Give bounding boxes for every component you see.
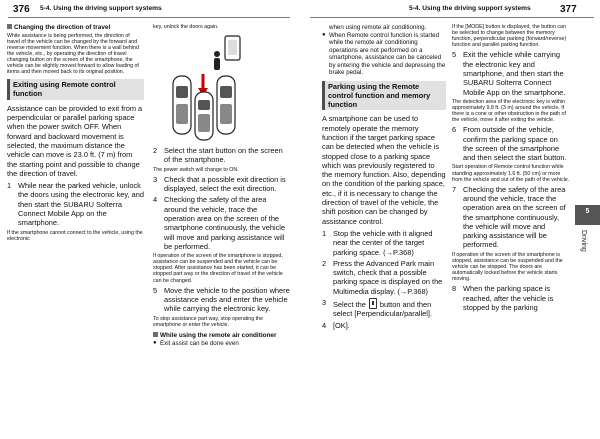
step-2: 2 Select the start button on the screen of the smartphone. (153, 146, 283, 165)
step-2-note: The power switch will change to ON. (153, 166, 239, 173)
bullet-remote-start: ● When Remote control function is started while the remote air conditioning operations are not performed on a smartphone, assistance can be canceled by entering the vehicle and depressing the brake pedal. (322, 31, 446, 76)
bullet-continued: when using remote air conditioning. (329, 24, 427, 31)
step-4: 4 Checking the safety of the area around the vehicle, trace the operation area on the screen of the smartphone continuously, the vehicle will move and parking assistance will be performed. (153, 195, 286, 251)
direction-text: While assistance is being performed, the direction of travel of the vehicle can be changed by the forward and reverse movement function. When there is a wall behind the vehicle, etc., by operating the direction of travel changing button on the screen of the smartphone, the vehicle can be slightly moved forward to allow loading of items and then moved back to its original position. (7, 32, 139, 76)
left-header-rule (8, 17, 290, 18)
person-head-icon (214, 51, 220, 57)
left-running-title: 5-4. Using the driving support systems (40, 5, 162, 12)
car-middle-icon (195, 92, 213, 140)
right-running-title: 5-4. Using the driving support systems (409, 5, 531, 12)
step-6-memory: 6 From outside of the vehicle, confirm the parking space on the screen of the smartphone and then select the start button. (452, 125, 567, 163)
left-page-number: 376 (13, 4, 30, 15)
chapter-label: Driving (580, 230, 587, 252)
continued-note: key, unlock the doors again. (153, 24, 219, 30)
step-8-memory: 8 When the parking space is reached, after the vehicle is stopped by the parking (452, 284, 554, 312)
mode-note: If the [MODE] button is displayed, the button can be selected to change between the memory function, perpendicular parking (forward/reverse) function and parallel parking function. (452, 24, 567, 49)
step-5-note: To stop assistance part way, stop operating the smartphone or enter the vehicle. (153, 315, 264, 328)
square-bullet-icon (153, 332, 158, 337)
step-7-memory: 7 Checking the safety of the area around the vehicle, trace the operation area on the screen of the smartphone continuously, the vehicle will move and parking assistance will be performed. (452, 184, 566, 250)
square-bullet-icon (7, 24, 12, 29)
exiting-paragraph: Assistance can be provided to exit from a perpendicular or parallel parking space when the power switch OFF. When forward and backward movement is selected, the maximum distance the vehicle can move is 23.0 ft. (7 m) from the starting point and possible to change the direction of travel. (7, 103, 143, 178)
bullet-exit-assist: ● Exit assist can be done even (153, 340, 239, 348)
column-2 (153, 24, 290, 348)
page-header (0, 0, 600, 17)
smartphone-button-icon (369, 298, 377, 309)
section-heading-exiting: Exiting using Remote control function (7, 79, 144, 100)
chapter-number: 5 (585, 208, 590, 215)
car-right-icon (217, 76, 235, 134)
step-3: 3 Check that a possible exit direction is displayed, select the exit direction. (153, 174, 286, 194)
smartphone-screen (228, 40, 237, 55)
column-3 (322, 24, 446, 332)
step-5-memory: 5 Exit the vehicle while carrying the electronic key and smartphone, and then start the SUBARU Solterra Connect Mobile App on the smartphone. (452, 50, 566, 97)
chapter-tab (575, 205, 600, 225)
right-page-number: 377 (560, 4, 577, 15)
step-4-note: If operation of the screen of the smartphone is stopped, assistance can be suspended and the vehicle can be stopped. After assistance has been started, it can be stopped part way or the direction of travel of the vehicle can be changed. (153, 253, 283, 284)
person-body-icon (214, 58, 220, 70)
memory-paragraph: A smartphone can be used to remotely operate the memory function if the target parking space can be detected when the vehicle is stopped close to a parking space which was previously registered to the memory function. Also, depending on the condition of the parking space, etc., if it is necessary to change the direction of travel of the vehicle, the shift position can be changed by assistance control. (322, 114, 446, 226)
column-4 (452, 24, 570, 314)
bullet-circle-icon: ● (153, 340, 157, 347)
step-1-note: If the smartphone cannot connect to the vehicle, using the electronic (7, 229, 143, 242)
step-1-memory: 1 Stop the vehicle with it aligned near the center of the target parking space. (→P.368) (322, 228, 433, 257)
step-3-memory: 3 Select the button and then select [Perpendicular/parallel]. (322, 298, 433, 319)
step-2-memory: 2 Press the Advanced Park main switch, check that a possible parking space is displayed on the Multimedia display. (→P.368) (322, 258, 443, 296)
parking-illustration (153, 32, 290, 144)
subheading-direction: Changing the direction of travel (7, 24, 144, 32)
column-1 (7, 24, 144, 244)
car-left-icon (173, 76, 191, 134)
step-5-memory-note: The detection area of the electronic key is within approximately 9.8 ft. (3 m) around the vehicle. If there is a cone or other obstruction in the path of the vehicle, move it after exiting the vehicle. (452, 98, 566, 124)
step-5: 5 Move the vehicle to the position where assistance ends and enter the vehicle while carrying the electronic key. (153, 285, 290, 314)
step-7-memory-note: If operation of the screen of the smartphone is stopped, assistance can be suspended and the vehicle can be stopped. The doors are automatically locked before the vehicle starts moving. (452, 251, 563, 283)
right-header-rule (310, 17, 594, 18)
step-1: 1 While near the parked vehicle, unlock the doors using the electronic key, and then start the SUBARU Solterra Connect Mobile App on the smartphone. (7, 181, 144, 228)
subheading-remote-air: While using the remote air conditioner (153, 332, 290, 340)
illustration-smartphone-vehicles (153, 32, 290, 144)
step-6-memory-note: Start operation of Remote control function while standing approximately 1.6 ft. (50 cm) or more from the vehicle and out of the path of the vehicle. (452, 164, 570, 183)
bullet-circle-icon: ● (322, 31, 326, 38)
step-4-memory: 4 [OK]. (322, 320, 350, 330)
section-heading-memory-parking: Parking using the Remote control function and memory function (322, 81, 446, 111)
